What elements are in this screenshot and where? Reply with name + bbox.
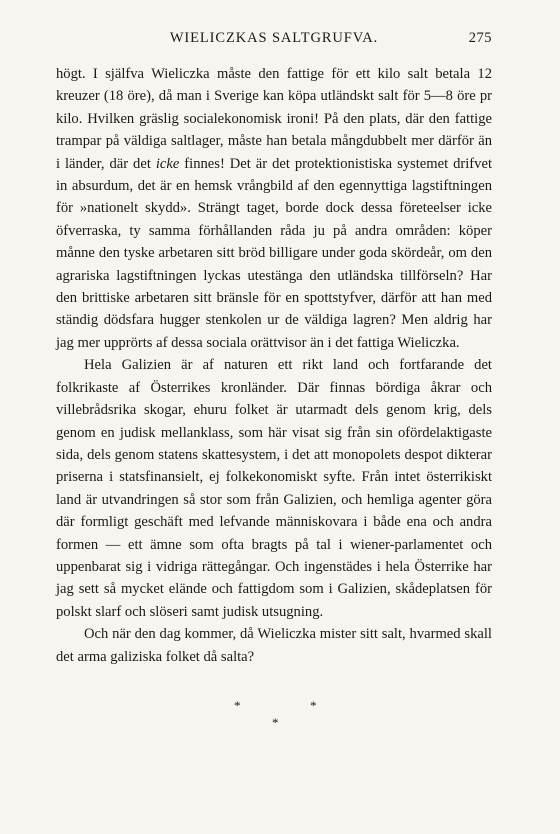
paragraph-3 <box>56 623 492 668</box>
running-title: WIELICZKAS SALTGRUFVA. <box>169 30 379 46</box>
text-segment: Och när den dag kommer, då Wieliczka mister sitt salt, hvarmed skall det arma galiziska folket då salta? <box>56 626 492 665</box>
section-break-asterism <box>56 698 492 738</box>
paragraph-2 <box>56 354 492 623</box>
text-segment: högt. I själfva Wieliczka måste den fattige för ett kilo salt betala 12 kreuzer (18 öre), då man i Sverige kan köpa utländskt salt för 5—8 öre pr kilo. Hvilken gräslig socialekonomisk ironi! På den plats, där den fattige trampar på väldiga saltlager, måste han betala mångdubbelt mer därför än i länder, där det <box>56 66 492 172</box>
body-text <box>56 63 492 668</box>
paragraph-1 <box>56 63 492 354</box>
asterisk-ornament: * <box>310 698 317 713</box>
text-segment: Hela Galizien är af naturen ett rikt land och fortfarande det folkrikaste af Österrikes kronländer. Där finnas bördiga åkrar och villebrådsrika skogar, ehuru folket är utarmadt dels genom krig, dels genom en judisk mellanklass, som här visat sig från sin ofördelaktigaste sida, dels genom statens skattesystem, i det att monopolets despot dikterar priserna i statsfinansielt, ej folkekonomiskt syfte. Från intet österrikiskt land är utvandringen så stor som från Galizien, och hemliga agenter göra där formligt geschäft med lefvande människovara i både ena och andra formen — ett ämne som ofta bragts på tal i wiener-parlamentet och uppenbarat sig i vidriga rättegångar. Och ingenstädes i hela Österrike har jag sett så mycket elände och fattigdom som i Galizien, skådeplatsen för polskt slarf och slöseri samt judisk utsugning. <box>56 357 492 620</box>
text-segment: finnes! Det är det protektionistiska systemet drifvet in absurdum, det är en hemsk vrångbild af den egennyttiga lagstiftningen för »nationelt skydd». Strängt taget, borde dock dessa företeelser icke öfverraska, ty samma förhållanden råda ju på andra områden: köper månne den tyske arbetaren sitt bröd billigare under goda skördeår, om den agrariska lagstiftningen lyckas utestänga den utländska tillförseln? Har den brittiske arbetaren sitt bränsle för en spottstyfver, därför att han med ständig dödsfara hugger stenkolen ur de väldiga lagren? Men aldrig har jag mer upprörts af dessa sociala orättvisor än i det fattiga Wieliczka. <box>56 155 492 351</box>
asterisk-ornament: * <box>272 715 279 730</box>
italic-word: icke <box>155 155 180 172</box>
asterisk-ornament: * <box>234 698 241 713</box>
running-head <box>56 30 492 50</box>
page-number: 275 <box>468 30 492 46</box>
